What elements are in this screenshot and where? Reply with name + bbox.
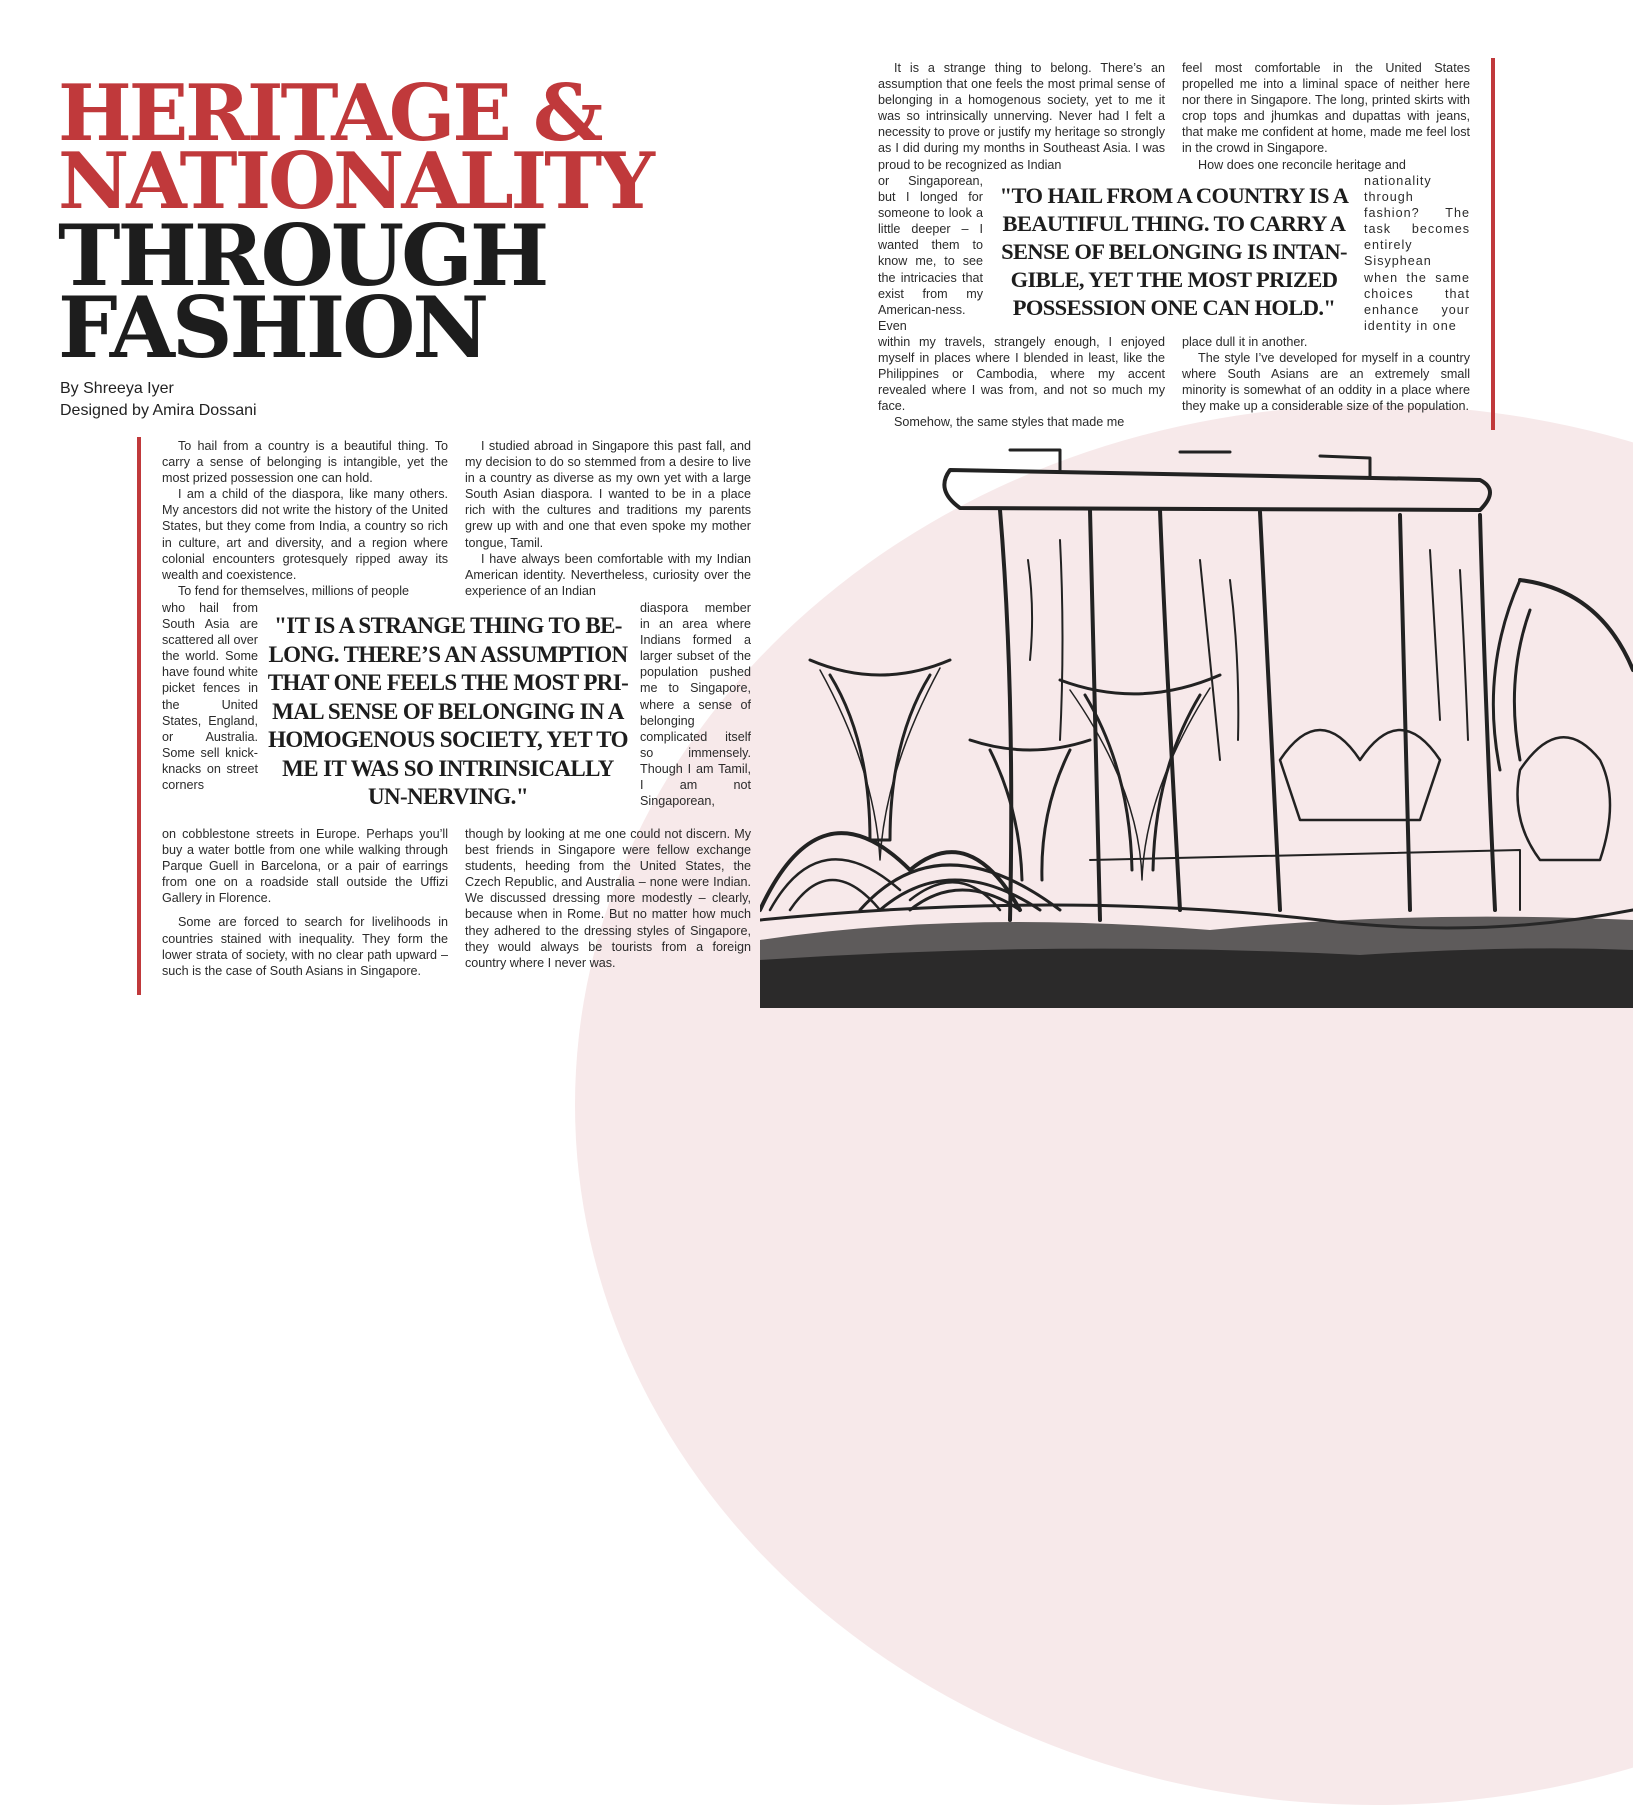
paragraph: To hail from a country is a beautiful thing. To carry a sense of belonging is intangible, yet the most prized possession one can hold. — [162, 439, 448, 486]
paragraph: within my travels, strangely enough, I enjoyed myself in places where I blended in least, like the Philippines or Cambodia, where my accent revealed where I was from, and not so much my face. — [878, 335, 1165, 414]
paragraph: place dull it in another. — [1182, 335, 1308, 349]
right-accent-rule — [1491, 58, 1495, 430]
paragraph: though by looking at me one could not discern. My best friends in Singapore were fellow exchange students, heeding from the United States, the Czech Republic, and Australia – none were Indian. We discussed dressing more modestly – clearly, because when in Rome. But no matter how much they adhered to the dressing styles of Singapore, they would always be tourists from a foreign country where I never was. — [465, 827, 751, 970]
paragraph: To fend for themselves, millions of people — [178, 583, 410, 598]
paragraph: It is a strange thing to belong. There’s an assumption that one feels the most primal sense of belonging in a homogenous society, yet to me it was so intrinsically unnerving. Never had I felt a necessity to prove or justify my heritage so strongly as I did during my months in Southeast Asia. I was proud to be recognized as Indian — [878, 61, 1165, 172]
paragraph: Somehow, the same styles that made me — [894, 415, 1125, 430]
article-column-3-narrow — [878, 173, 983, 335]
paragraph-text: who hail from South Asia are scattered all over the world. Some have found white picket fences in the United States, England, or Australia. Some sell knick-knacks on street corners — [162, 601, 258, 793]
byline — [60, 378, 257, 422]
paragraph: The style I’ve developed for myself in a country where South Asians are an extremely small minority is somewhat of an oddity in a place where they make up a considerable size of the population. — [1182, 351, 1470, 414]
designer-credit: Designed by Amira Dossani — [60, 402, 257, 419]
article-column-3 — [878, 60, 1165, 173]
title-line-3: THROUGH — [58, 206, 547, 305]
paragraph: feel most comfortable in the United States propelled me into a liminal space of neither here nor there in Singapore. The long, printed skirts with crop tops and jhumkas and dupattas with jeans, that make me confident at home, made me feel lost in the crowd in Singapore. — [1182, 61, 1470, 156]
paragraph: on cobblestone streets in Europe. Perhaps you’ll buy a water bottle from one while walking through Parque Guell in Barcelona, or a pair of earrings from one on a roadside stall outside the Uffizi Gallery in Florence. — [162, 827, 448, 906]
article-column-2 — [465, 438, 751, 599]
pull-quote-left: "IT IS A STRANGE THING TO BE-LONG. THERE’S AN ASSUMPTION THAT ONE FEELS THE MOST PRI-MAL SENSE OF BELONGING IN A HOMOGENOUS SOCIETY, YET TO ME IT WAS SO INTRINSICALLY UN-NERVING." — [267, 613, 629, 809]
article-column-4-narrow — [1364, 173, 1470, 335]
paragraph: I am a child of the diaspora, like many others. My ancestors did not write the history of the United States, but they come from India, a country so rich in culture, art and diversity, and a region where colonial encounters grotesquely ripped away its wealth and coexistence. — [162, 487, 448, 582]
article-column-4 — [1182, 60, 1470, 173]
article-column-4-lower — [1182, 334, 1470, 414]
title-line-1: HERITAGE & — [58, 68, 601, 159]
article-column-1-narrow — [162, 600, 258, 810]
title-line-4: FASHION — [58, 278, 487, 377]
article-column-1 — [162, 438, 448, 599]
author-credit: By Shreeya Iyer — [60, 380, 174, 397]
paragraph: Some are forced to search for livelihoods in countries stained with inequality. They form the lower strata of society, with no clear path upward – such is the case of South Asians in Singapore. — [162, 915, 448, 978]
paragraph-text: nationality through fashion? The task becomes entirely Sisyphean when the same choices that enhance your identity in one — [1364, 174, 1470, 333]
paragraph: How does one reconcile heritage and — [1198, 157, 1406, 172]
paragraph: I studied abroad in Singapore this past fall, and my decision to do so stemmed from a desire to live in a country as diverse as my own yet with a large South Asian diaspora. I wanted to be in a place rich with the cultures and traditions my parents grew up with and one that even spoke my mother tongue, Tamil. — [465, 439, 751, 550]
paragraph-text: diaspora member in an area where Indians formed a larger subset of the population pushed me to Singapore, where a sense of belonging complicated itself so immensely. Though I am Tamil, I am not Singaporean, — [640, 601, 751, 809]
pull-quote-right: "TO HAIL FROM A COUNTRY IS A BEAUTIFUL THING. TO CARRY A SENSE OF BELONGING IS INTAN-GIBLE, YET THE MOST PRIZED POSSESSION ONE CAN HOLD." — [999, 183, 1349, 320]
singapore-skyline-illustration — [760, 440, 1633, 1008]
title-line-2: NATIONALITY — [58, 136, 652, 227]
left-accent-rule — [137, 437, 141, 995]
paragraph: I have always been comfortable with my Indian American identity. Nevertheless, curiosity over the experience of an Indian — [465, 551, 751, 598]
article-column-2-lower — [465, 826, 751, 971]
article-column-1-lower — [162, 826, 448, 979]
article-column-2-narrow — [640, 600, 751, 826]
paragraph-text: or Singaporean, but I longed for someone to look a little deeper – I wanted them to know me, to see the intricacies that exist from my American-ness. Even — [878, 174, 983, 333]
article-column-3-lower — [878, 334, 1165, 431]
article-title — [58, 68, 652, 377]
